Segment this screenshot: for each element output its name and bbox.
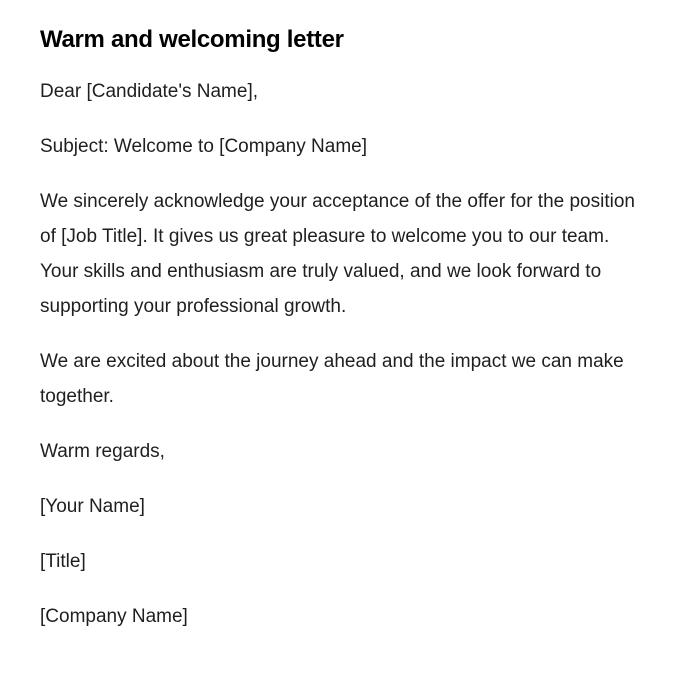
subject-line: Subject: Welcome to [Company Name] bbox=[40, 136, 368, 157]
salutation: Dear [Candidate's Name], bbox=[40, 81, 259, 102]
document-title: Warm and welcoming letter bbox=[40, 26, 344, 53]
signature-title: [Title] bbox=[40, 551, 86, 572]
signature-company: [Company Name] bbox=[40, 606, 188, 627]
body-paragraph-2: We are excited about the journey ahead and the impact we can make together. bbox=[40, 351, 624, 407]
closing: Warm regards, bbox=[40, 441, 165, 462]
body-paragraph-1: We sincerely acknowledge your acceptance of the offer for the position of [Job Title]. It gives us great pleasure to welcome you to our team. Your skills and enthusiasm are truly valued, and we look forward to supporting your professional growth. bbox=[40, 191, 635, 317]
signature-name: [Your Name] bbox=[40, 496, 145, 517]
